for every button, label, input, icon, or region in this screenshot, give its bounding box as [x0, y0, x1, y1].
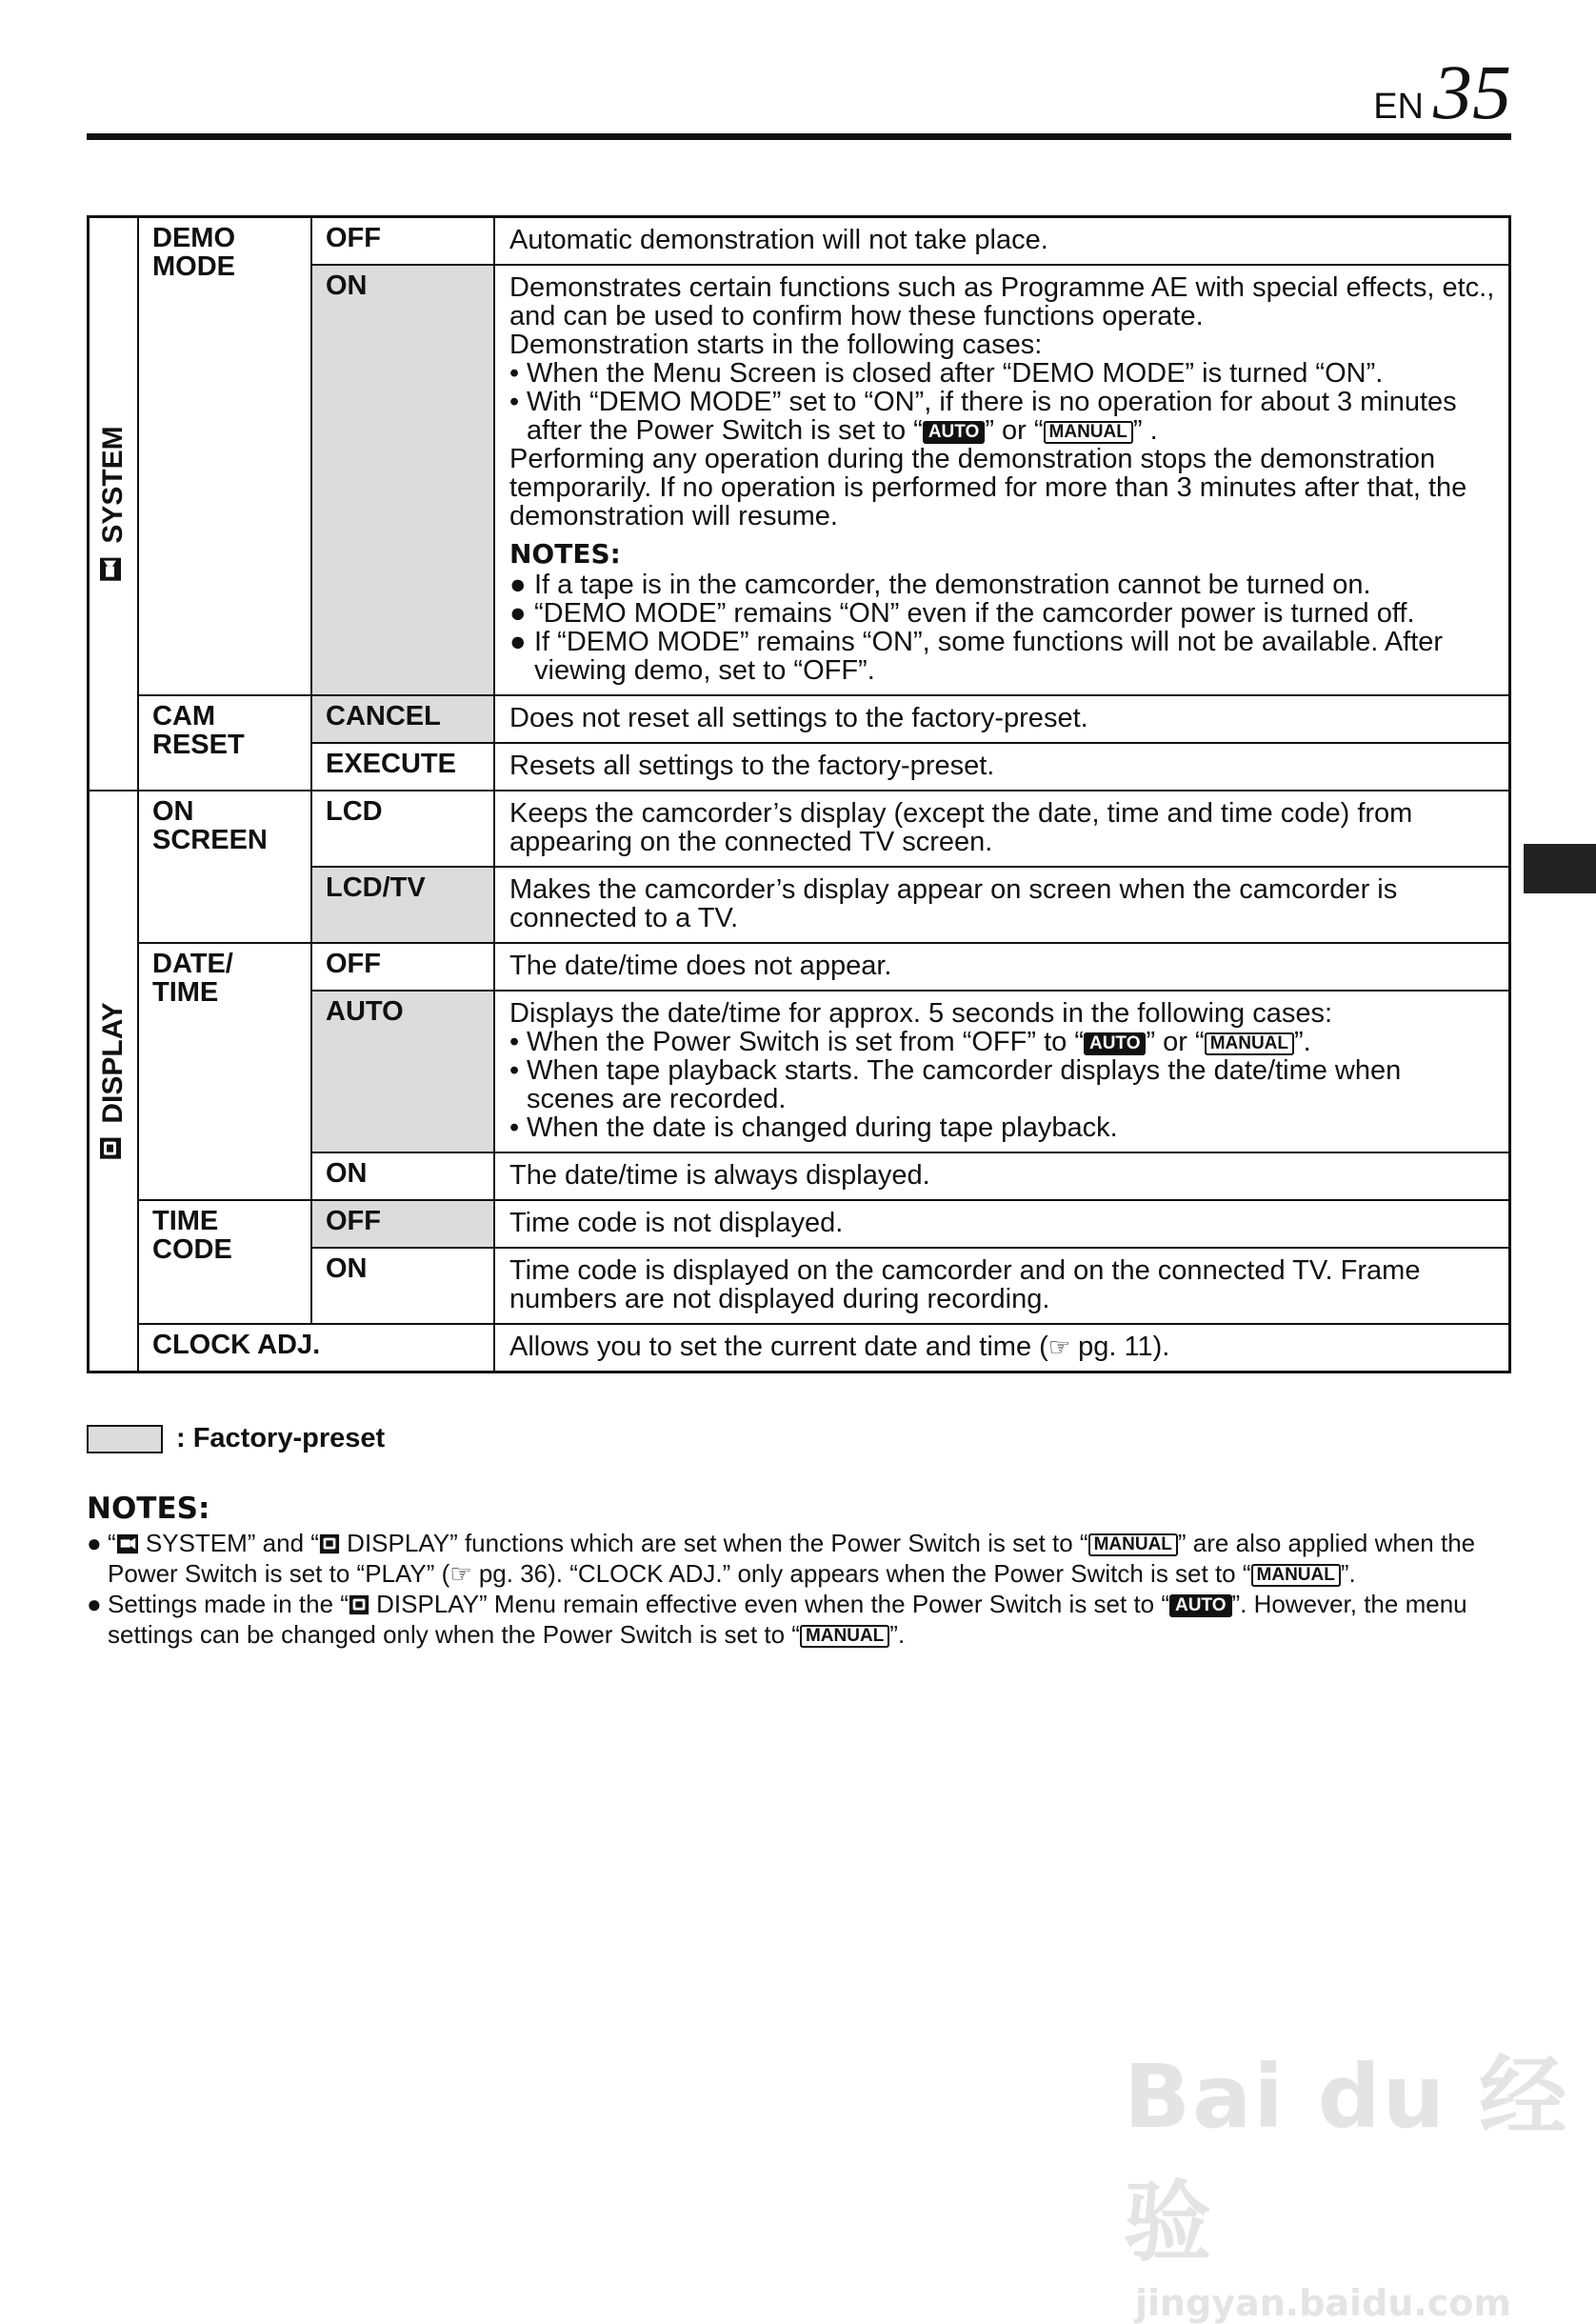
date-auto-bullet-3: • When the date is changed during tape playback. [509, 1112, 1118, 1143]
desc-timecode-off: Time code is not displayed. [494, 1200, 1510, 1248]
demo-notes-heading: NOTES: [509, 538, 621, 570]
option-date-auto: AUTO [311, 991, 494, 1152]
section-system-label: SYSTEM [97, 426, 129, 544]
manual-badge: MANUAL [1205, 1032, 1294, 1055]
desc-date-auto [494, 991, 1510, 1152]
option-lcd-tv: LCD/TV [311, 867, 494, 943]
page-number: 35 [1433, 49, 1511, 135]
option-date-on: ON [311, 1152, 494, 1200]
page-language: EN [1373, 87, 1424, 127]
demo-note-3: ● If “DEMO MODE” remains “ON”, some functions will not be available. After viewing demo, set to “OFF”. [509, 627, 1444, 686]
item-demo-mode: DEMO MODE [138, 217, 311, 696]
option-lcd: LCD [311, 791, 494, 867]
display-icon [319, 1529, 340, 1557]
manual-badge: MANUAL [1044, 421, 1133, 444]
bottom-notes-heading: NOTES: [87, 1492, 210, 1526]
section-tab-marker [1524, 844, 1596, 893]
option-date-off: OFF [311, 943, 494, 991]
page-number-block [1373, 49, 1511, 135]
demo-note-1: ● If a tape is in the camcorder, the demonstration cannot be turned on. [509, 570, 1371, 600]
desc-date-off: The date/time does not appear. [494, 943, 1510, 991]
option-timecode-off: OFF [311, 1200, 494, 1248]
legend-swatch [87, 1425, 163, 1453]
date-auto-bullet-2: • When tape playback starts. The camcorder displays the date/time when scenes are recorded. [509, 1055, 1402, 1114]
item-cam-reset: CAM RESET [138, 695, 311, 791]
auto-badge: AUTO [1084, 1032, 1146, 1055]
camera-icon [99, 557, 128, 582]
date-auto-bullet-1: • When the Power Switch is set from “OFF” to “ AUTO ” or “ MANUAL ”. [509, 1027, 1311, 1057]
option-cancel: CANCEL [311, 695, 494, 743]
section-system [89, 217, 139, 791]
item-date-time: DATE/ TIME [138, 943, 311, 1200]
bottom-notes [87, 1493, 1511, 1650]
auto-badge: AUTO [923, 421, 985, 444]
section-display [89, 791, 139, 1372]
desc-clock-adj: Allows you to set the current date and time (☞ pg. 11). [494, 1324, 1510, 1372]
desc-date-on: The date/time is always displayed. [494, 1152, 1510, 1200]
date-auto-para: Displays the date/time for approx. 5 seconds in the following cases: [509, 998, 1333, 1029]
item-time-code: TIME CODE [138, 1200, 311, 1324]
watermark-url: jingyan.baidu.com [1135, 2282, 1511, 2324]
demo-note-2: ● “DEMO MODE” remains “ON” even if the camcorder power is turned off. [509, 598, 1415, 629]
option-demo-off: OFF [311, 217, 494, 266]
page-header [87, 46, 1511, 140]
manual-badge: MANUAL [1088, 1533, 1178, 1556]
item-on-screen: ON SCREEN [138, 791, 311, 943]
legend-label: : Factory-preset [176, 1423, 386, 1453]
desc-timecode-on: Time code is displayed on the camcorder and on the connected TV. Frame numbers are not displayed during recording. [494, 1248, 1510, 1324]
demo-on-para-1: Demonstrates certain functions such as Programme AE with special effects, etc., and can be used to confirm how these functions operate. [509, 272, 1495, 331]
display-icon [99, 1137, 128, 1160]
desc-cancel: Does not reset all settings to the factory-preset. [494, 695, 1510, 743]
desc-lcd: Keeps the camcorder’s display (except the date, time and time code) from appearing on the connected TV screen. [494, 791, 1510, 867]
auto-badge: AUTO [1169, 1594, 1231, 1617]
option-timecode-on: ON [311, 1248, 494, 1324]
desc-lcd-tv: Makes the camcorder’s display appear on screen when the camcorder is connected to a TV. [494, 867, 1510, 943]
section-display-label: DISPLAY [97, 1002, 129, 1124]
option-execute: EXECUTE [311, 743, 494, 791]
desc-demo-off: Automatic demonstration will not take place. [494, 217, 1510, 266]
pointing-hand-icon: ☞ [1047, 1332, 1071, 1361]
desc-demo-on [494, 265, 1510, 695]
camera-icon [116, 1529, 139, 1557]
demo-on-bullet-2: • With “DEMO MODE” set to “ON”, if there is no operation for about 3 minutes after the Power Switch is set to “ AUTO ” or “ MANUAL ” . [509, 387, 1457, 446]
desc-execute: Resets all settings to the factory-preset. [494, 743, 1510, 791]
demo-on-para-2: Demonstration starts in the following cases: [509, 330, 1043, 360]
manual-badge: MANUAL [800, 1625, 889, 1648]
demo-on-bullet-1: • When the Menu Screen is closed after “DEMO MODE” is turned “ON”. [509, 358, 1384, 389]
watermark-logo: Bai du 经验 [1124, 2046, 1569, 2274]
display-icon [349, 1590, 369, 1618]
manual-badge: MANUAL [1251, 1564, 1341, 1587]
bottom-note-1: ● “ SYSTEM” and “ DISPLAY” functions which are set when the Power Switch is set to “ MANUAL ” are also applied when the Power Switch is set to “PLAY” (☞ pg. 36). “CLOCK ADJ.” only appears when the Power Switch is set to “ MANUAL ”. [87, 1529, 1476, 1588]
demo-on-para-3: Performing any operation during the demonstration stops the demonstration temporarily. If no operation is performed for more than 3 minutes after that, the demonstration will resume. [509, 444, 1467, 531]
bottom-note-2: ● Settings made in the “ DISPLAY” Menu remain effective even when the Power Switch is set to “ AUTO ”. However, the menu settings can be changed only when the Power Switch is set to “ MANUAL ”. [87, 1590, 1467, 1649]
item-clock-adj: CLOCK ADJ. [138, 1324, 494, 1372]
baidu-watermark [1124, 2027, 1596, 2324]
menu-settings-table [87, 215, 1511, 1373]
pointing-hand-icon: ☞ [449, 1559, 472, 1588]
factory-preset-legend [87, 1423, 385, 1454]
option-demo-on: ON [311, 265, 494, 695]
